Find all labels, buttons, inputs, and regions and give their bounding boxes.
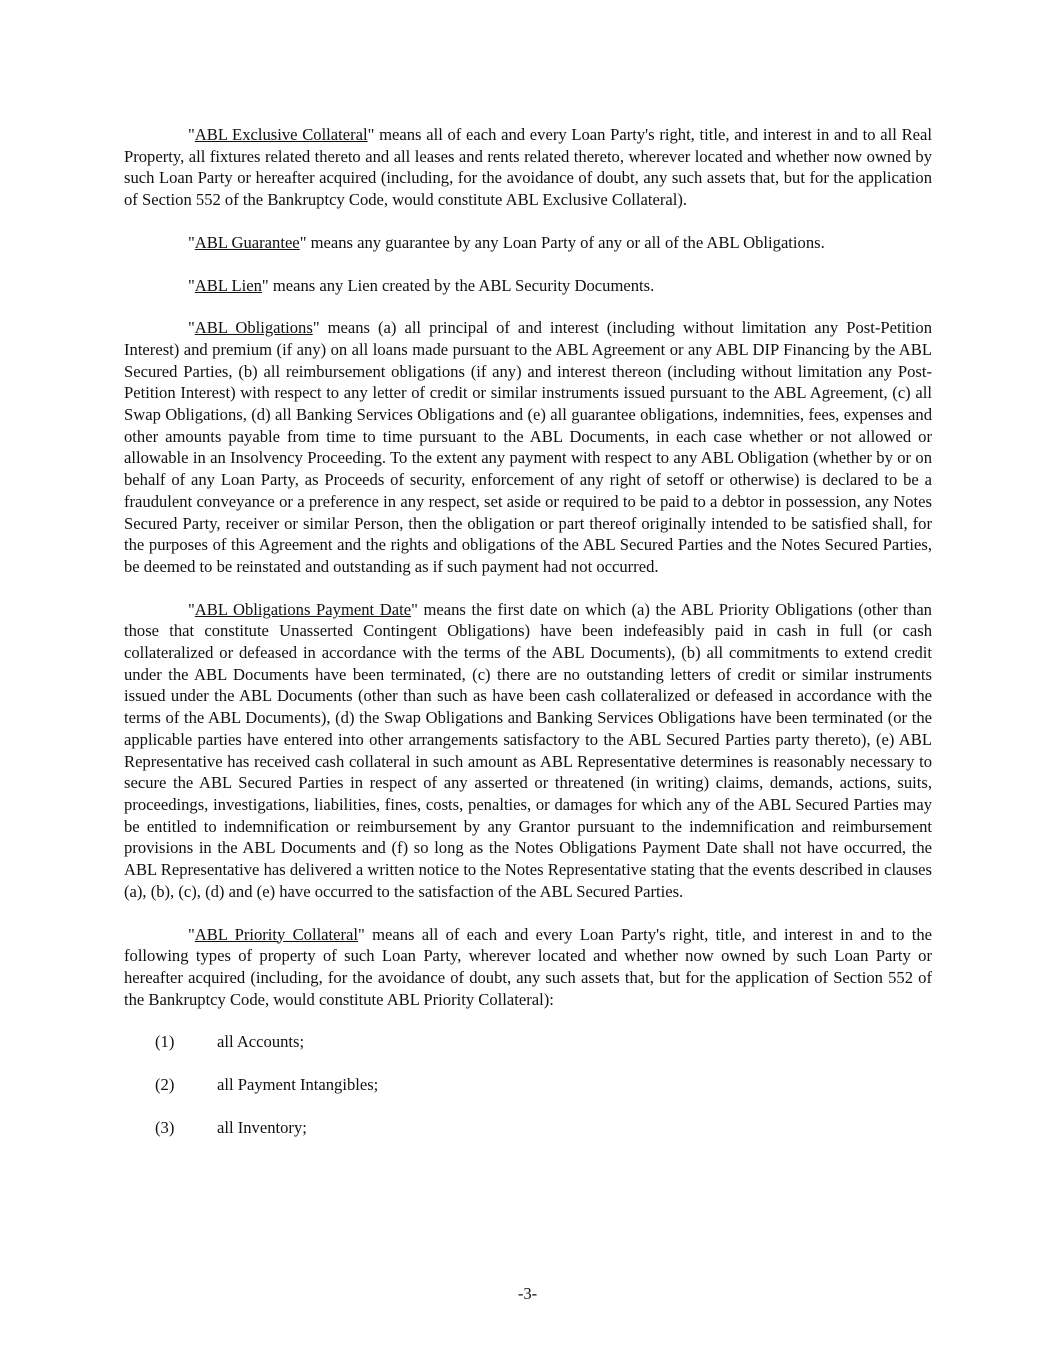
definition-text: " means the first date on which (a) the ABL Priority Obligations (other than those that constitute Unasserted Contingent Obligations) have been indefeasibly paid in cash in full (or cash collateralized or defeased in accordance with the terms of the ABL Documents), (b) all commitments to extend credit under the ABL Documents have been terminated, (c) there are no outstanding letters of credit or similar instruments issued under the ABL Documents (other than such as have been cash collateralized or defeased in accordance with the terms of the ABL Documents), (d) the Swap Obligations and Banking Services Obligations have been terminated (or the applicable parties have entered into other arrangements satisfactory to the ABL Secured Parties party thereto), (e) ABL Representative has received cash collateral in such amount as ABL Representative determines is reasonably necessary to secure the ABL Secured Parties in respect of any asserted or threatened (in writing) claims, demands, actions, suits, proceedings, investigations, liabilities, fines, costs, penalties, or damages for which any of the ABL Secured Parties may be entitled to indemnification or reimbursement by any Grantor pursuant to the indemnification and reimbursement provisions in the ABL Documents and (f) so long as the Notes Obligations Payment Date shall not have occurred, the ABL Representative has delivered a written notice to the Notes Representative stating that the events described in clauses (a), (b), (c), (d) and (e) have occurred to the satisfaction of the ABL Secured Parties.	[124, 599, 932, 901]
defined-term: ABL Lien	[194, 275, 262, 295]
definition-abl-obligations: "ABL Obligations" means (a) all principal of and interest (including without limitation any Post-Petition Interest) and premium (if any) on all loans made pursuant to the ABL Agreement or any ABL DIP Financing by the ABL Secured Parties, (b) all reimbursement obligations (if any) and interest thereon (including without limitation any Post-Petition Interest) with respect to any letter of credit or similar instruments issued pursuant to the ABL Agreement, (c) all Swap Obligations, (d) all Banking Services Obligations and (e) all guarantee obligations, indemnities, fees, expenses and other amounts payable from time to time pursuant to the ABL Documents, in each case whether or not allowed or allowable in an Insolvency Proceeding. To the extent any payment with respect to any ABL Obligation (whether by or on behalf of any Loan Party, as Proceeds of security, enforcement of any right of setoff or otherwise) is declared to be a fraudulent conveyance or a preference in any respect, set aside or required to be paid to a debtor in possession, any Notes Secured Party, receiver or similar Person, then the obligation or part thereof originally intended to be satisfied shall, for the purposes of this Agreement and the rights and obligations of the ABL Secured Parties and the Notes Secured Parties, be deemed to be reinstated and outstanding as if such payment had not occurred.	[124, 318, 932, 576]
list-item-text: all Payment Intangibles;	[217, 1075, 379, 1095]
defined-term: ABL Obligations	[194, 318, 313, 338]
definition-text: " means any guarantee by any Loan Party of any or all of the ABL Obligations.	[299, 232, 825, 252]
defined-term: ABL Obligations Payment Date	[194, 599, 412, 619]
definition-abl-guarantee: "ABL Guarantee" means any guarantee by any Loan Party of any or all of the ABL Obligations.	[188, 232, 825, 252]
list-item	[124, 1031, 932, 1053]
page-number: -3-	[517, 1284, 538, 1303]
defined-term: ABL Exclusive Collateral	[194, 125, 368, 144]
definition-abl-exclusive-collateral: "ABL Exclusive Collateral" means all of each and every Loan Party's right, title, and interest in and to all Real Property, all fixtures related thereto and all leases and rents related thereto, wherever located and whether now owned by such Loan Party or hereafter acquired (including, for the avoidance of doubt, any such assets that, but for the application of Section 552 of the Bankruptcy Code, would constitute ABL Exclusive Collateral).	[124, 125, 932, 210]
defined-term: ABL Priority Collateral	[194, 924, 359, 944]
list-item	[124, 1074, 932, 1096]
list-item-number: (1)	[155, 1032, 175, 1052]
definition-abl-obligations-payment-date: "ABL Obligations Payment Date" means the first date on which (a) the ABL Priority Obligations (other than those that constitute Unasserted Contingent Obligations) have been indefeasibly paid in cash in full (or cash collateralized or defeased in accordance with the terms of the ABL Documents), (b) all commitments to extend credit under the ABL Documents have been terminated, (c) there are no outstanding letters of credit or similar instruments issued under the ABL Documents (other than such as have been cash collateralized or defeased in accordance with the terms of the ABL Documents), (d) the Swap Obligations and Banking Services Obligations have been terminated (or the applicable parties have entered into other arrangements satisfactory to the ABL Secured Parties party thereto), (e) ABL Representative has received cash collateral in such amount as ABL Representative determines is reasonably necessary to secure the ABL Secured Parties in respect of any asserted or threatened (in writing) claims, demands, actions, suits, proceedings, investigations, liabilities, fines, costs, penalties, or damages for which any of the ABL Secured Parties may be entitled to indemnification or reimbursement by any Grantor pursuant to the indemnification and reimbursement provisions in the ABL Documents and (f) so long as the Notes Obligations Payment Date shall not have occurred, the ABL Representative has delivered a written notice to the Notes Representative stating that the events described in clauses (a), (b), (c), (d) and (e) have occurred to the satisfaction of the ABL Secured Parties.	[124, 599, 932, 901]
definition-text: " means any Lien created by the ABL Security Documents.	[261, 275, 655, 295]
list-item-text: all Inventory;	[217, 1118, 307, 1138]
definition-text: " means all of each and every Loan Party's right, title, and interest in and to all Real Property, all fixtures related thereto and all leases and rents related thereto, wherever located and whether now owned by such Loan Party or hereafter acquired (including, for the avoidance of doubt, any such assets that, but for the application of Section 552 of the Bankruptcy Code, would constitute ABL Exclusive Collateral).	[124, 125, 932, 210]
list-item-number: (2)	[155, 1075, 175, 1095]
defined-term: ABL Guarantee	[194, 232, 300, 252]
list-item-text: all Accounts;	[217, 1032, 305, 1052]
list-item	[124, 1117, 932, 1139]
definition-text: " means (a) all principal of and interest (including without limitation any Post-Petition Interest) and premium (if any) on all loans made pursuant to the ABL Agreement or any ABL DIP Financing by the ABL Secured Parties, (b) all reimbursement obligations (if any) and interest thereon (including without limitation any Post-Petition Interest) with respect to any letter of credit or similar instruments issued pursuant to the ABL Agreement, (c) all Swap Obligations, (d) all Banking Services Obligations and (e) all guarantee obligations, indemnities, fees, expenses and other amounts payable from time to time pursuant to the ABL Documents, in each case whether or not allowed or allowable in an Insolvency Proceeding. To the extent any payment with respect to any ABL Obligation (whether by or on behalf of any Loan Party, as Proceeds of security, enforcement of any right of setoff or otherwise) is declared to be a fraudulent conveyance or a preference in any respect, set aside or required to be paid to a debtor in possession, any Notes Secured Party, receiver or similar Person, then the obligation or part thereof originally intended to be satisfied shall, for the purposes of this Agreement and the rights and obligations of the ABL Secured Parties and the Notes Secured Parties, be deemed to be reinstated and outstanding as if such payment had not occurred.	[124, 318, 932, 576]
definition-text: " means all of each and every Loan Party's right, title, and interest in and to the following types of property of such Loan Party, wherever located and whether now owned by such Loan Party or hereafter acquired (including, for the avoidance of doubt, any such assets that, but for the application of Section 552 of the Bankruptcy Code, would constitute ABL Priority Collateral):	[124, 924, 932, 1009]
list-item-number: (3)	[155, 1118, 175, 1138]
definition-abl-priority-collateral: "ABL Priority Collateral" means all of each and every Loan Party's right, title, and interest in and to the following types of property of such Loan Party, wherever located and whether now owned by such Loan Party or hereafter acquired (including, for the avoidance of doubt, any such assets that, but for the application of Section 552 of the Bankruptcy Code, would constitute ABL Priority Collateral):	[124, 924, 932, 1009]
document-body	[124, 124, 932, 1160]
definition-abl-lien: "ABL Lien" means any Lien created by the ABL Security Documents.	[188, 275, 655, 295]
